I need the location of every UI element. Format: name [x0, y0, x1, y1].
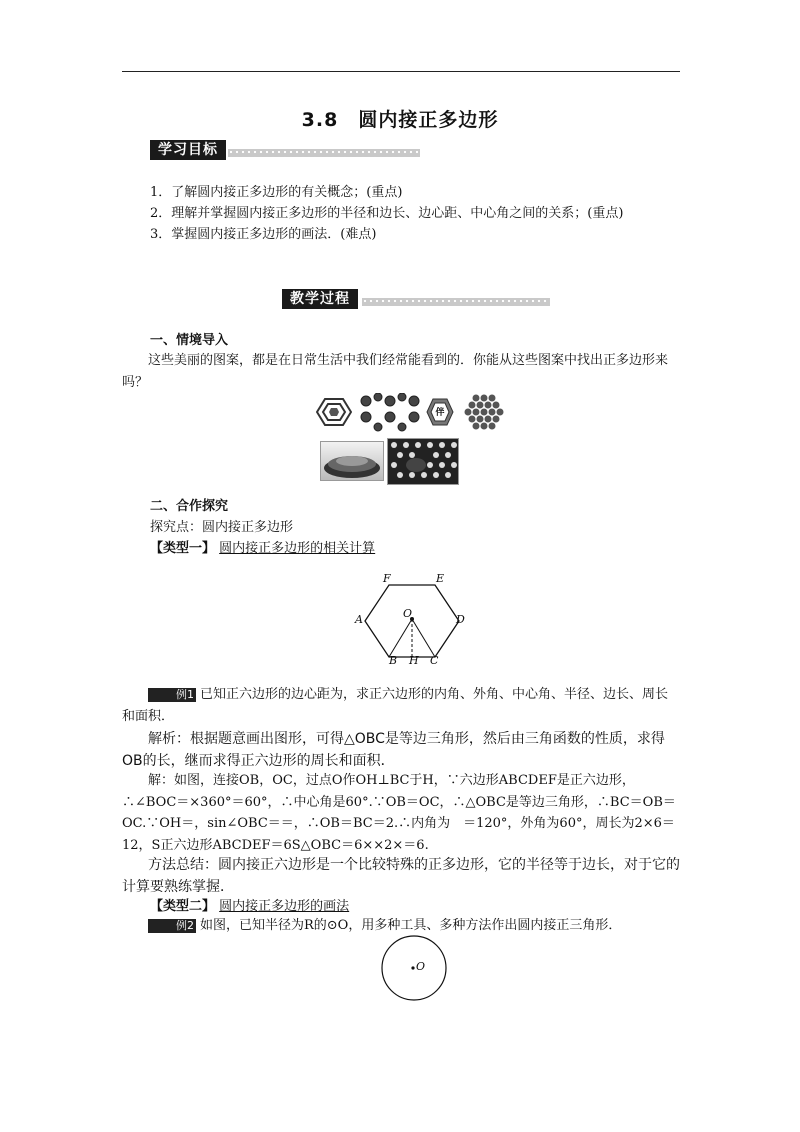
- label-b: B: [389, 654, 398, 667]
- label-c: C: [430, 654, 439, 667]
- type-2-bracket: 【类型二】: [150, 899, 216, 914]
- type-1-heading: [150, 538, 375, 559]
- example-1-text: 已知正六边形的边心距为，求正六边形的内角、外角、中心角、半径、边长、周长和面积．: [122, 687, 669, 724]
- goal-item: 2．理解并掌握圆内接正多边形的半径和边长、边心距、中心角之间的关系；(重点): [150, 206, 624, 221]
- section-1-paragraph: 这些美丽的图案，都是在日常生活中我们经常能看到的．你能从这些图案中找出正多边形来吗？: [122, 353, 669, 390]
- segment-ob: [389, 619, 412, 657]
- goals-list: [150, 182, 623, 245]
- process-heading: 教学过程: [282, 289, 358, 309]
- header-rule: [122, 71, 680, 72]
- label-e: E: [436, 572, 445, 585]
- analysis-text: 解析：根据题意画出图形，可得△OBC是等边三角形，然后由三角函数的性质，求得OB的长，继而求得正六边形的周长和面积．: [122, 731, 665, 769]
- segment-oc: [412, 619, 435, 657]
- process-banner: [282, 289, 550, 311]
- label-o: O: [403, 607, 413, 620]
- type-2-heading: [150, 896, 349, 917]
- type-2-title: 圆内接正多边形的画法: [219, 899, 350, 914]
- banner-strip: [362, 298, 550, 306]
- circle-figure: [380, 934, 448, 1002]
- label-d: D: [456, 613, 465, 626]
- photo-dome: [320, 441, 384, 481]
- explore-point: 探究点：圆内接正多边形: [150, 520, 294, 535]
- circle-center-label: O: [416, 960, 426, 973]
- goal-item: 1．了解圆内接正多边形的有关概念；(重点): [150, 185, 403, 200]
- method-summary: 方法总结：圆内接正六边形是一个比较特殊的正多边形，它的半径等于边长，对于它的计算要熟练掌握．: [122, 857, 680, 895]
- example-1: [122, 684, 680, 728]
- goals-heading: 学习目标: [150, 140, 226, 160]
- pattern-hexagon-badge: [426, 398, 454, 426]
- pattern-honeycomb: [462, 394, 506, 432]
- label-f: F: [383, 572, 391, 585]
- example-2-badge: 例2: [148, 919, 196, 933]
- section-1-title: 一、情境导入: [150, 333, 229, 348]
- goals-banner: [150, 140, 420, 162]
- photo-hexagon-tiles: [387, 438, 459, 485]
- label-a: A: [355, 613, 363, 626]
- pattern-hexagon-rings: [316, 398, 352, 426]
- page-title: 3.8 圆内接正多边形: [301, 109, 499, 131]
- label-h: H: [409, 654, 419, 667]
- hexagon-figure: [355, 573, 470, 670]
- solution-text: 解：如图，连接OB，OC，过点O作OH⊥BC于H，∵六边形ABCDEF是正六边形，∴∠BOC＝×360°＝60°，∴中心角是60°.∵OB＝OC，∴△OBC是等边三角形，∴BC＝OB＝OC.∵OH＝，sin∠OBC＝＝，∴OB＝BC＝2.∴内角为 ＝120°，外角为60°，周长为2×6＝12，S正六边形ABCDEF＝6S△OBC＝6××2×＝6.: [122, 773, 676, 853]
- goal-item: 3．掌握圆内接正多边形的画法．(难点): [150, 227, 377, 242]
- example-2-text: 如图，已知半径为R的⊙O，用多种工具、多种方法作出圆内接正三角形．: [200, 918, 622, 933]
- circle-center: [411, 966, 414, 969]
- type-1-bracket: 【类型一】: [150, 541, 216, 556]
- pattern-hexagon-chain: [358, 393, 420, 433]
- section-2-title: 二、合作探究: [150, 499, 229, 514]
- type-1-title: 圆内接正多边形的相关计算: [219, 541, 376, 556]
- example-1-badge: 例1: [148, 688, 196, 702]
- banner-strip: [228, 149, 420, 157]
- hex-badge-label: 伴: [435, 408, 445, 418]
